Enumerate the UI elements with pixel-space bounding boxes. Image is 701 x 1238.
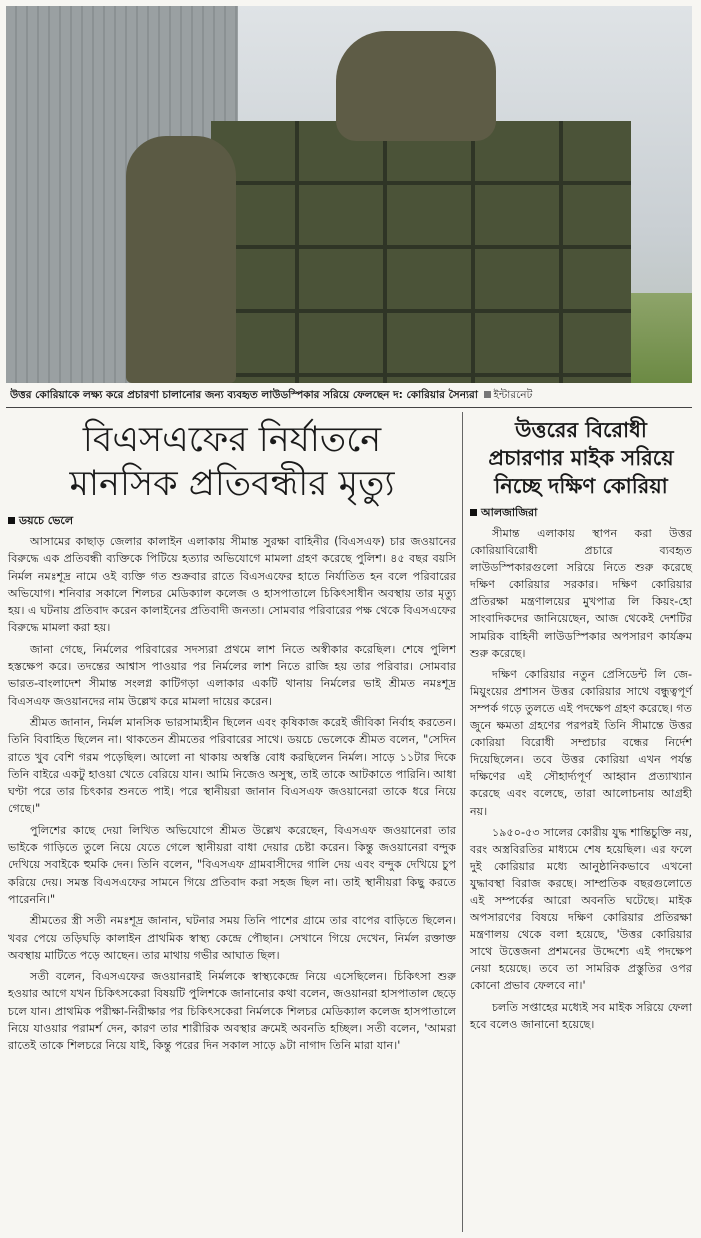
byline-square-icon xyxy=(470,509,477,516)
left-paragraph: সতী বলেন, বিএসএফের জওয়ানরাই নির্মলকে স্বাস্থ্যকেন্দ্রে নিয়ে এসেছিলেন। চিকিৎসা শুরু হওয়ার আগে যখন চিকিৎসকেরা বিষয়টি পুলিশকে জানানোর কথা বলেন, জওয়ানরা হাসপাতাল ছেড়ে চলে যান। প্রাথমিক পরীক্ষা-নিরীক্ষার পর চিকিৎসকেরা নির্মলকে শিলচর মেডিক্যাল কলেজ হাসপাতালে নিয়ে যাওয়ার পরামর্শ দেন, কারণ তার শারীরিক অবস্থার ক্রমেই অবনতি হচ্ছিল। সতী বলেন, 'আমরা রাতেই তাকে শিলচরে নিয়ে যাই, কিন্তু পরের দিন সকাল সাড়ে ৯টা নাগাদ তিনি মারা যান।' xyxy=(8,970,456,1053)
right-paragraph: সীমান্ত এলাকায় স্থাপন করা উত্তর কোরিয়াবিরোধী প্রচারে ব্যবহৃত লাউডস্পিকারগুলো সরিয়ে নিতে শুরু করেছে দক্ষিণ কোরিয়ার সরকার। দক্ষিণ কোরিয়ার প্রতিরক্ষা মন্ত্রণালয়ের মুখপাত্র লি কিয়ং-হো সাংবাদিকদের জানিয়েছেন, আজ থেকেই দেশটির সামরিক বাহিনী লাউডস্পিকার অপসারণ কার্যক্রম শুরু করেছে। xyxy=(470,527,692,660)
right-paragraph: ১৯৫০-৫৩ সালের কোরীয় যুদ্ধ শান্তিচুক্তি নয়, বরং অস্ত্রবিরতির মাধ্যমে শেষ হয়েছিল। এর ফলে দুই কোরিয়ার মধ্যে আনুষ্ঠানিকভাবে এখনো যুদ্ধাবস্থা বিরাজ করছে। সাম্প্রতিক বছরগুলোতে এই সম্পর্কের আরো অবনতি ঘটেছে। মাইক অপসারণের বিষয়ে দক্ষিণ কোরিয়ার প্রতিরক্ষা মন্ত্রণালয় থেকে বলা হয়েছে, 'উত্তর কোরিয়ার সাথে উত্তেজনা প্রশমনের উদ্দেশ্যে এই পদক্ষেপ নেয়া হয়েছে। তবে তা সামরিক প্রস্তুতির ওপর কোনো প্রভাব ফেলবে না।' xyxy=(470,825,692,993)
left-body xyxy=(8,533,456,1055)
photo-loudspeakers xyxy=(211,121,631,383)
photo-soldier xyxy=(126,136,236,383)
news-photo xyxy=(6,6,692,383)
left-headline-line1: বিএসএফের নির্যাতনে xyxy=(82,420,382,460)
photo-soldier xyxy=(336,31,496,141)
left-byline xyxy=(8,512,456,531)
photo-caption xyxy=(10,388,690,405)
left-paragraph: শ্রীমত জানান, নির্মল মানসিক ভারসাম্যহীন ছিলেন এবং কৃষিকাজ করেই জীবিকা নির্বাহ করতেন। তিনি বিবাহিত ছিলেন না। থাকতেন শ্রীমতের পরিবারের সাথে। ডয়চে ভেলেকে শ্রীমত বলেন, "সেদিন রাতে খুব বেশি গরম পড়েছিল। আলো না থাকায় অস্বস্তি বোধ করছিলেন নির্মল। সাড়ে ১১টার দিকে তিনি বাইরে একটু হাওয়া খেতে বেরিয়ে যান। আমি নিজেও অসুস্থ, তাই তাকে আটকাতে পারিনি। আধা ঘণ্টা পরে তার চিৎকার শুনতে পাই। পরে স্থানীয়রা জানান বিএসএফ জওয়ানেরা তাকে ধরে নিয়ে গেছে।" xyxy=(8,715,456,816)
right-headline-line3: নিচ্ছে দক্ষিণ কোরিয়া xyxy=(494,473,668,498)
left-byline-text: ডয়চে ভেলে xyxy=(19,514,74,527)
left-paragraph: পুলিশের কাছে দেয়া লিখিত অভিযোগে শ্রীমত উল্লেখ করেছেন, বিএসএফ জওয়ানেরা তার ভাইকে গাড়িতে তুলে নিয়ে যেতে গেলে স্থানীয়রা বাধা দেয়ার চেষ্টা করেন। কিন্তু জওয়ানেরা বন্দুক দেখিয়ে সবাইকে হুমকি দেন। তিনি বলেন, "বিএসএফ গ্রামবাসীদের গালি দেয় এবং বন্দুক দেখিয়ে চুপ করিয়ে দেয়। সমস্ত বিএসএফের সামনে গিয়ে প্রতিবাদ করা সহজ ছিল না। তাই স্থানীয়রা কিছু করতে পারেননি।" xyxy=(8,823,456,906)
right-article xyxy=(470,416,692,1037)
right-paragraph: দক্ষিণ কোরিয়ার নতুন প্রেসিডেন্ট লি জে-মিয়ুংয়ের প্রশাসন উত্তর কোরিয়ার সাথে বন্ধুত্বপূর্ণ সম্পর্ক গড়ে তুলতে এই পদক্ষেপ গ্রহণ করেছে। গত জুনে ক্ষমতা গ্রহণের পরপরই তিনি সীমান্তে উত্তর কোরিয়া বিরোধী সম্প্রচার বন্ধের নির্দেশ দিয়েছিলেন। তবে উত্তর কোরিয়া এখন পর্যন্ত দক্ষিণের এই সৌহার্দ্যপূর্ণ আহ্বান প্রত্যাখ্যান করেছে এবং বলেছে, তারা আলোচনায় আগ্রহী নয়। xyxy=(470,667,692,818)
right-byline xyxy=(470,504,692,523)
right-paragraph: চলতি সপ্তাহের মধ্যেই সব মাইক সরিয়ে ফেলা হবে বলেও জানানো হয়েছে। xyxy=(470,1000,692,1031)
left-article xyxy=(8,416,456,1059)
photo-credit xyxy=(482,389,533,401)
left-headline xyxy=(8,418,456,506)
byline-square-icon xyxy=(8,517,15,524)
credit-square-icon xyxy=(484,391,491,398)
right-body xyxy=(470,525,692,1033)
credit-text: ইন্টারনেট xyxy=(493,389,533,401)
column-divider xyxy=(462,412,463,1232)
left-paragraph: আসামের কাছাড় জেলার কালাইন এলাকায় সীমান্ত সুরক্ষা বাহিনীর (বিএসএফ) চার জওয়ানের বিরুদ্ধে এক প্রতিবন্ধী ব্যক্তিকে পিটিয়ে হত্যার অভিযোগে মামলা গ্রহণ করেছে পুলিশ। ৪৫ বছর বয়সি নির্মল নমঃশূদ্র নামে ওই ব্যক্তি গত শুক্রবার রাতে বিএসএফের হাতে নির্যাতিত হন বলে পরিবারের অভিযোগ। শনিবার সকালে শিলচর মেডিক্যাল কলেজ ও হাসপাতালে চিকিৎসাধীন অবস্থায় তার মৃত্যু হয়। এ ঘটনায় প্রতিবাদ করেন কালাইনের প্রতিবাদী জনতা। সোমবার পরিবারের পক্ষ থেকে বিএসএফের বিরুদ্ধে মামলা করা হয়। xyxy=(8,535,456,635)
caption-text: উত্তর কোরিয়াকে লক্ষ্য করে প্রচারণা চালানোর জন্য ব্যবহৃত লাউডস্পিকার সরিয়ে ফেলছেন দ: কোরিয়ার সৈন্যরা xyxy=(10,389,478,401)
left-headline-line2: মানসিক প্রতিবন্ধীর মৃত্যু xyxy=(69,464,395,504)
right-byline-text: আলজাজিরা xyxy=(481,506,538,519)
right-headline-line1: উত্তরের বিরোধী xyxy=(515,417,647,442)
left-paragraph: জানা গেছে, নির্মলের পরিবারের সদস্যরা প্রথমে লাশ নিতে অস্বীকার করেছিল। শেষে পুলিশ হস্তক্ষেপ করে। তদন্তের আশ্বাস পাওয়ার পর নির্মলের লাশ নিতে রাজি হয় তার পরিবার। সোমবার ভারত-বাংলাদেশ সীমান্ত সংলগ্ন কাটিগড়া এলাকার একটি থানায় নির্মলের ভাই শ্রীমত নমঃশূদ্র বিএসএফ জওয়ানদের নাম উল্লেখ করে মামলা দায়ের করেন। xyxy=(8,642,456,708)
right-headline xyxy=(470,416,692,500)
right-headline-line2: প্রচারণার মাইক সরিয়ে xyxy=(488,445,674,470)
horizontal-rule xyxy=(6,407,692,408)
left-paragraph: শ্রীমতের স্ত্রী সতী নমঃশূদ্র জানান, ঘটনার সময় তিনি পাশের গ্রামে তার বাপের বাড়িতে ছিলেন। খবর পেয়ে তড়িঘড়ি কালাইন প্রাথমিক স্বাস্থ্য কেন্দ্রে পৌছান। সেখানে গিয়ে দেখেন, নির্মল রক্তাক্ত অবস্থায় মাটিতে পড়ে আছেন। তার মাথায় গভীর আঘাত ছিল। xyxy=(8,914,456,962)
